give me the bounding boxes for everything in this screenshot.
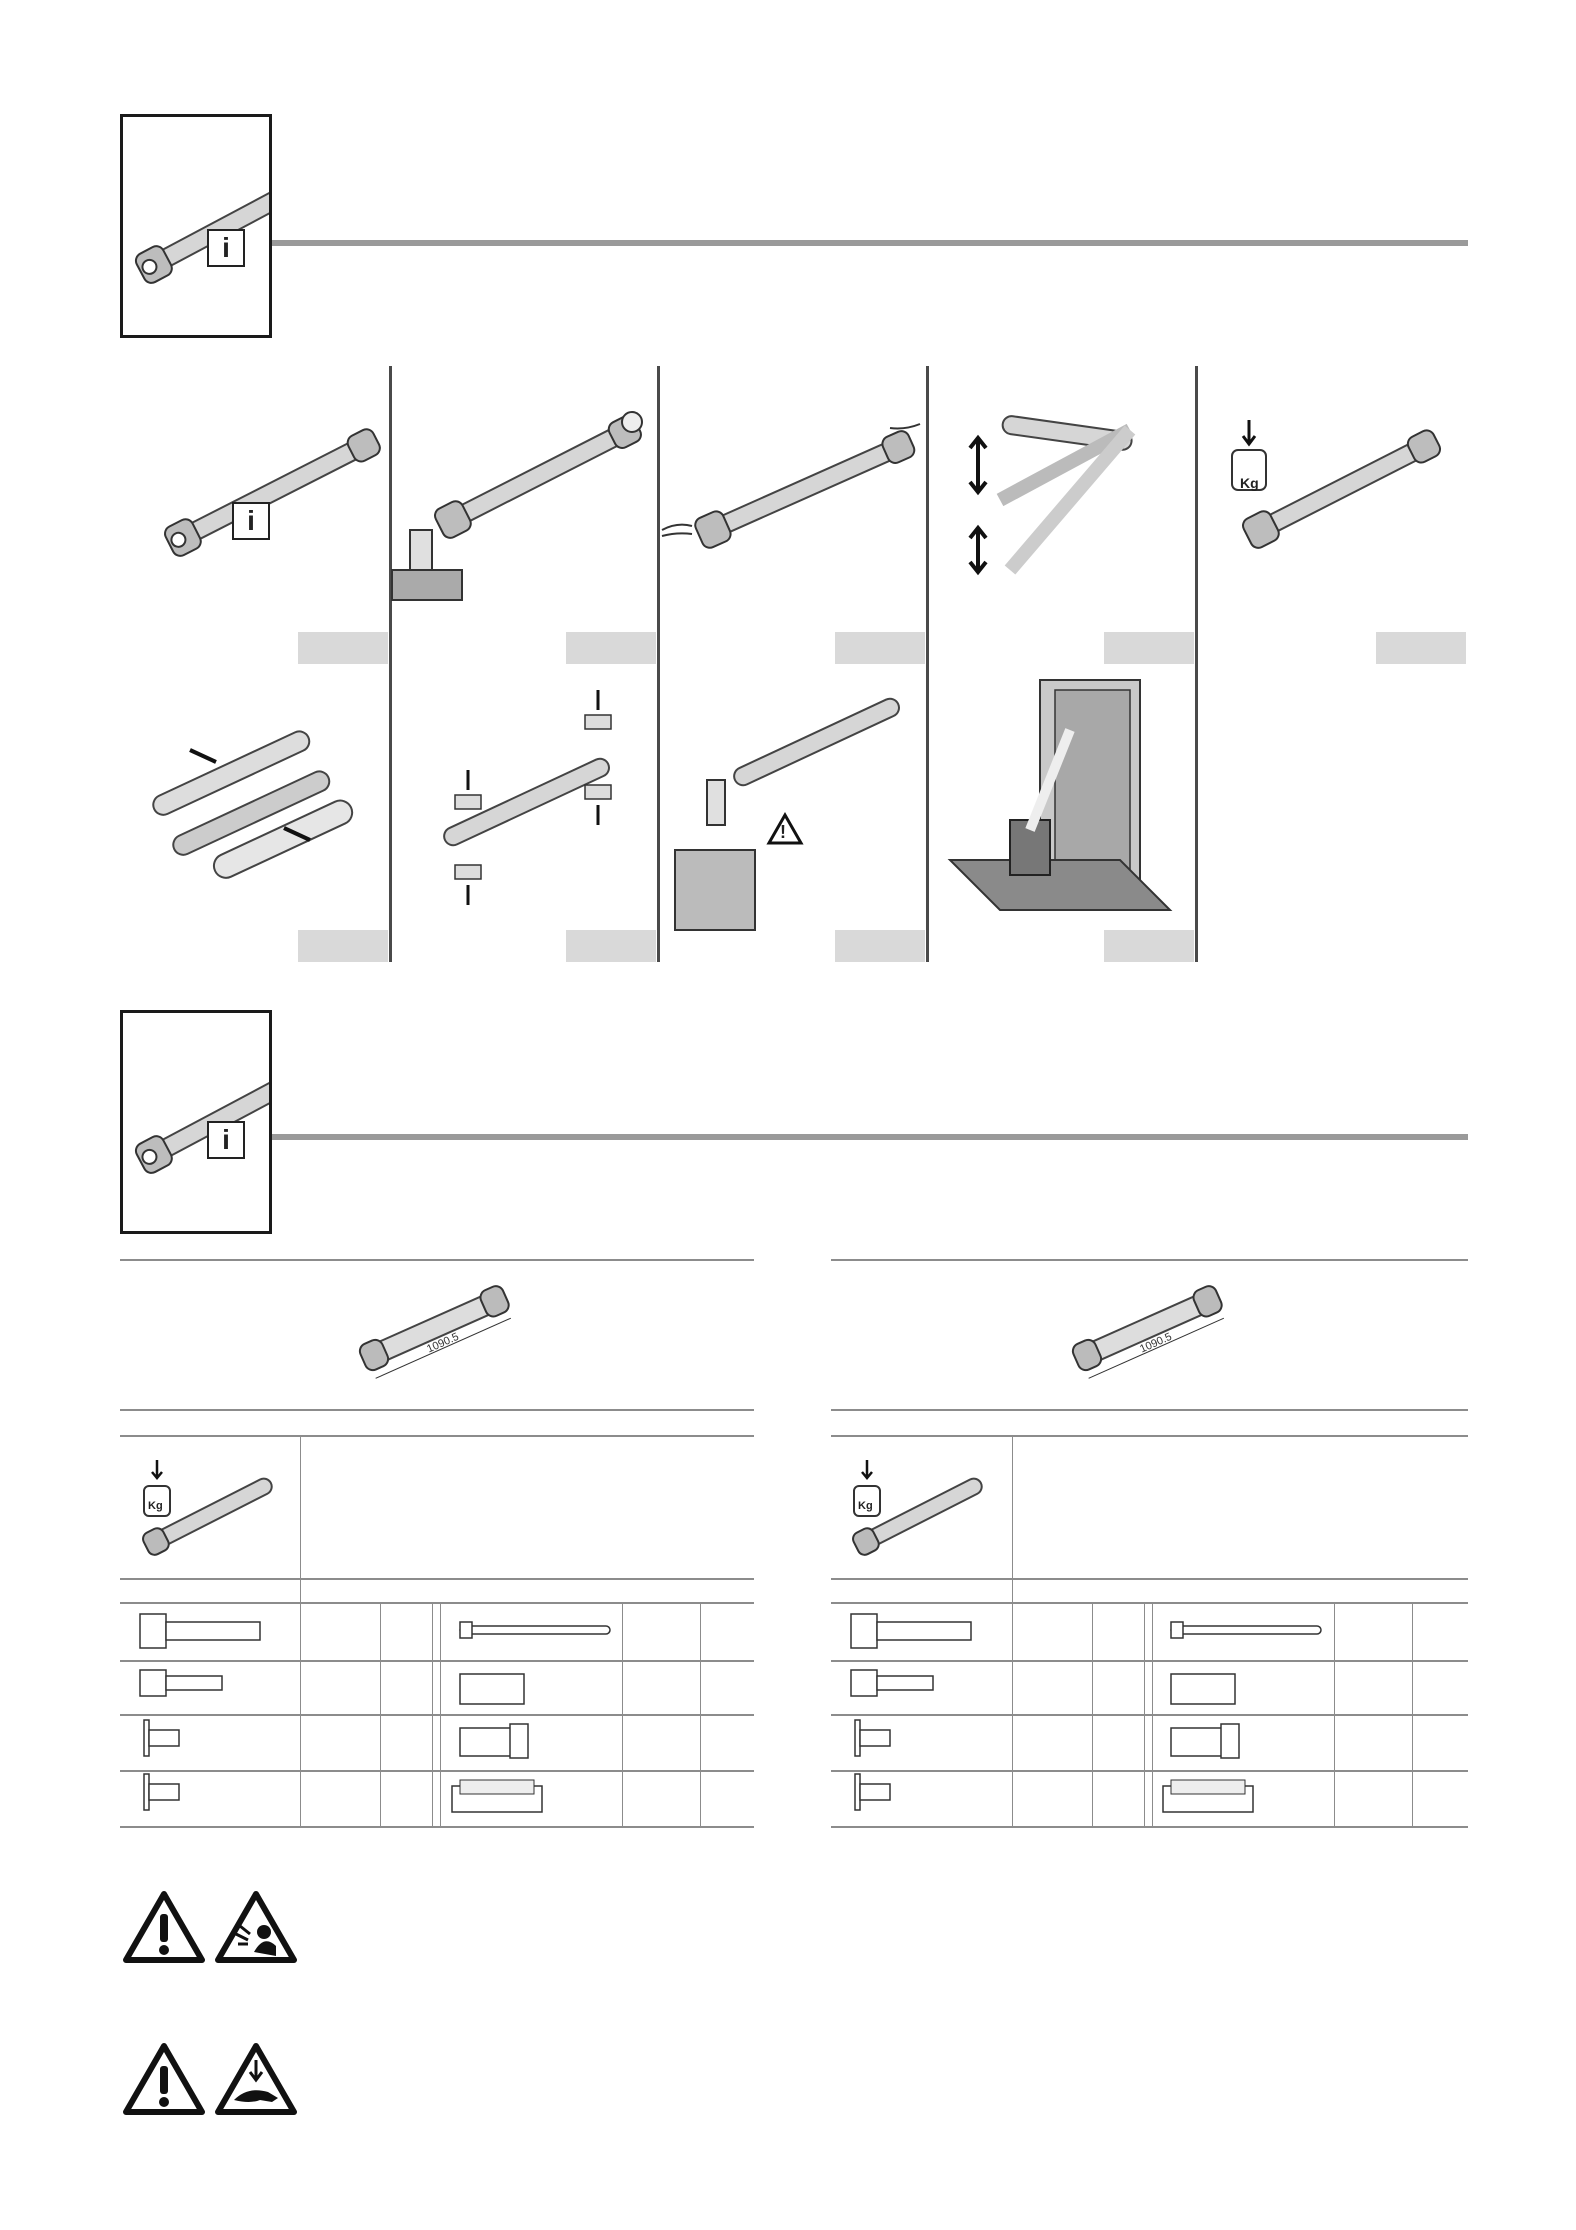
step6-parts-illustration — [130, 710, 390, 930]
spec-left-rule — [120, 1409, 754, 1411]
svg-text:1090.5: 1090.5 — [1138, 1330, 1174, 1356]
arm-illustration — [123, 1013, 272, 1234]
spec-left-rule — [120, 1826, 754, 1828]
section-2-divider — [272, 1134, 1468, 1140]
info-icon: i — [207, 229, 245, 267]
section-1-divider — [272, 240, 1468, 246]
weight-label: Kg — [858, 1500, 873, 1512]
info-icon: i — [232, 502, 270, 540]
hand-crush-hazard-icon — [214, 2042, 298, 2116]
spec-left-rule — [120, 1435, 754, 1437]
step1-arm-illustration — [130, 400, 390, 600]
step8-mount-illustration — [665, 680, 925, 930]
flying-debris-hazard-icon — [214, 1890, 298, 1964]
warning-icon — [122, 1890, 206, 1964]
step-tag — [1104, 930, 1194, 962]
spec-left-rule — [120, 1578, 754, 1580]
svg-text:1090.5: 1090.5 — [425, 1330, 461, 1356]
step7-pads-illustration — [395, 690, 655, 910]
step-tag — [835, 930, 925, 962]
spec-right-hardware-icons — [831, 1602, 1461, 1826]
warning-icon — [122, 2042, 206, 2116]
info-section-2-box — [120, 1010, 272, 1234]
step-tag — [835, 632, 925, 664]
step-tag — [566, 632, 656, 664]
spec-left-hardware-icons — [120, 1602, 750, 1826]
weight-label: Kg — [1240, 475, 1259, 491]
warning-icon: ! — [780, 822, 786, 842]
step-tag — [1376, 632, 1466, 664]
step3-arm-cables-illustration — [662, 400, 922, 600]
step4-arm-movement-illustration — [930, 400, 1190, 620]
spec-right-rule — [831, 1435, 1468, 1437]
step9-pallet-illustration — [940, 670, 1200, 930]
step-tag — [298, 930, 388, 962]
spec-left-dimension-text — [425, 1330, 485, 1360]
spec-right-rule — [831, 1826, 1468, 1828]
step5-arm-weight-illustration — [1210, 400, 1470, 600]
panel-divider — [926, 366, 929, 962]
step-tag — [566, 930, 656, 962]
info-section-1-box — [120, 114, 272, 338]
panel-divider — [657, 366, 660, 962]
step-tag — [1104, 632, 1194, 664]
step2-arm-mounting-illustration — [392, 400, 652, 620]
spec-right-rule — [831, 1578, 1468, 1580]
step-tag — [298, 632, 388, 664]
spec-right-top-rule — [831, 1259, 1468, 1261]
info-icon: i — [207, 1121, 245, 1159]
weight-label: Kg — [148, 1500, 163, 1512]
arm-illustration — [123, 117, 272, 338]
spec-right-rule — [831, 1409, 1468, 1411]
spec-right-dimension-text — [1138, 1330, 1198, 1360]
spec-left-top-rule — [120, 1259, 754, 1261]
